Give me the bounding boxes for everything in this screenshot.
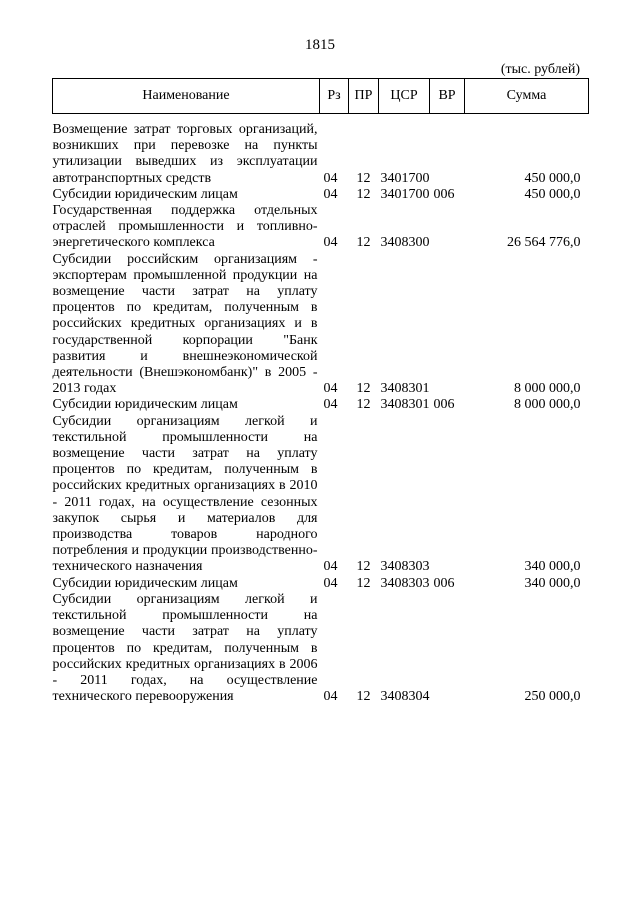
column-header-csr: ЦСР [379,79,430,114]
row-sum: 450 000,0 [524,170,581,186]
row-rz: 04 [323,235,338,251]
row-rz: 04 [323,186,338,202]
table-row [53,114,589,187]
row-csr: 3408304 [380,689,430,705]
row-pr: 12 [356,381,371,397]
row-name: Субсидии юридическим лицам [52,575,238,591]
row-rz: 04 [323,559,338,575]
table-row [53,397,589,413]
row-pr: 12 [356,186,371,202]
row-vr: 006 [433,575,455,591]
row-vr [430,114,465,187]
column-header-pr: ПР [349,79,379,114]
column-header-rz: Рз [320,79,349,114]
row-rz: 04 [323,689,338,705]
table-row [53,203,589,252]
row-name: Субсидии организациям легкой и текстильной промышленности на возмещение части затрат на уплату процентов по кредитам, полученным в российских кредитных организациях в 2006 - 2011 годах, на осуществление технического перевооружения [52,591,318,705]
row-sum: 8 000 000,0 [514,397,581,413]
row-vr [430,252,465,398]
row-name: Субсидии юридическим лицам [52,186,238,202]
row-name: Субсидии российским организациям - экспортерам промышленной продукции на возмещение части затрат на уплату процентов по кредитам, полученным в российских кредитных организациях и в государственной корпорации "Банк развития и внешнеэкономической деятельности (Внешэкономбанк)" в 2005 - 2013 годах [52,251,318,397]
row-pr: 12 [356,559,371,575]
row-sum: 450 000,0 [524,186,581,202]
row-csr: 3401700 [380,186,430,202]
row-name: Возмещение затрат торговых организаций, возникших при перевозке на пункты утилизации выведших из эксплуатации автотранспортных средств [52,122,318,186]
row-sum: 340 000,0 [524,559,581,575]
row-vr [430,592,465,705]
table-row [53,252,589,398]
row-csr: 3408303 [380,559,430,575]
row-pr: 12 [356,689,371,705]
row-rz: 04 [323,170,338,186]
table-row [53,576,589,592]
row-pr: 12 [356,397,371,413]
row-pr: 12 [356,235,371,251]
row-csr: 3408303 [380,575,430,591]
row-csr: 3401700 [380,170,430,186]
budget-table [52,78,589,705]
row-csr: 3408301 [380,397,430,413]
row-rz: 04 [323,397,338,413]
table-row [53,414,589,576]
row-csr: 3408301 [380,381,430,397]
table-row [53,187,589,203]
table-row [53,592,589,705]
row-sum: 340 000,0 [524,575,581,591]
units-note: (тыс. рублей) [500,62,580,77]
row-sum: 250 000,0 [524,689,581,705]
row-name: Субсидии юридическим лицам [52,397,238,413]
page-number: 1815 [305,37,335,53]
column-header-name: Наименование [53,79,320,114]
row-vr: 006 [433,186,455,202]
row-rz: 04 [323,575,338,591]
row-name: Субсидии организациям легкой и текстильной промышленности на возмещение части затрат на уплату процентов по кредитам, полученным в российских кредитных организациях в 2010 - 2011 годах, на осуществление сезонных закупок сырья и материалов для производства товаров народного потребления и продукции производственно-технического назначения [52,413,318,575]
row-csr: 3408300 [380,235,430,251]
column-header-sum: Сумма [465,79,589,114]
row-pr: 12 [356,170,371,186]
row-vr [430,203,465,252]
row-rz: 04 [323,381,338,397]
row-sum: 8 000 000,0 [514,381,581,397]
row-name: Государственная поддержка отдельных отраслей промышленности и топливно-энергетического комплекса [52,203,318,251]
row-vr [430,414,465,576]
row-pr: 12 [356,575,371,591]
column-header-vr: ВР [430,79,465,114]
row-sum: 26 564 776,0 [507,235,581,251]
header-row [53,79,589,114]
row-vr: 006 [433,397,455,413]
